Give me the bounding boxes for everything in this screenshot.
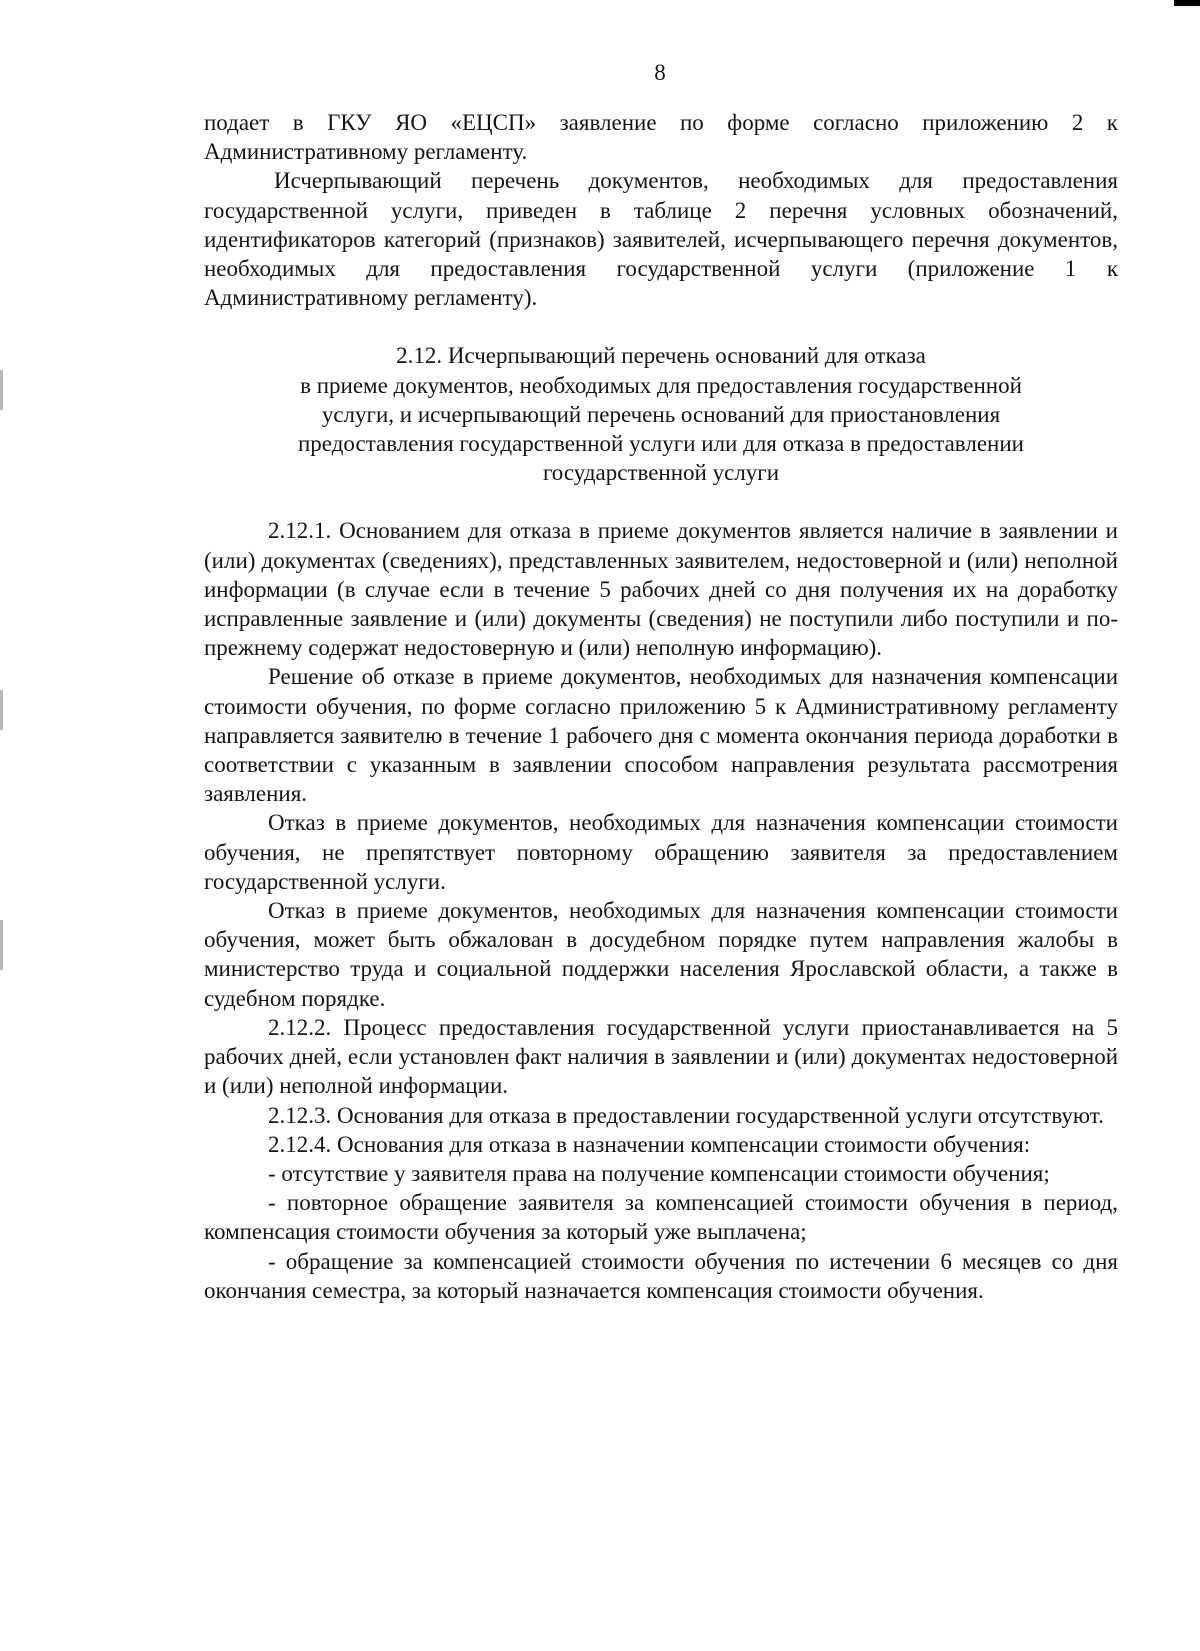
paragraph: 2.12.3. Основания для отказа в предоставлении государственной услуги отсутствуют. <box>268 1102 1104 1128</box>
heading-line: услуги, и исчерпывающий перечень оснований для приостановления <box>321 401 1001 427</box>
paragraph: Исчерпывающий перечень документов, необходимых для предоставления государственной услуги, приведен в таблице 2 перечня условных обозначений, идентификаторов категорий (признаков) заявителей, исчерпывающего перечня документов, необходимых для предоставления государственной услуги (приложение 1 к Административному регламенту). <box>204 168 1118 311</box>
paragraph: Отказ в приеме документов, необходимых для назначения компенсации стоимости обучения, не препятствует повторному обращению заявителя за предоставлением государственной услуги. <box>204 810 1118 894</box>
heading-line: государственной услуги <box>542 460 780 486</box>
document-body <box>204 108 1118 1305</box>
heading-line: 2.12. Исчерпывающий перечень оснований для отказа <box>396 343 926 369</box>
paragraph: 2.12.2. Процесс предоставления государственной услуги приостанавливается на 5 рабочих дней, если установлен факт наличия в заявлении и (или) документах недостоверной и (или) неполной информации. <box>204 1014 1118 1099</box>
heading-line: в приеме документов, необходимых для предоставления государственной <box>300 372 1022 398</box>
paragraph: 2.12.1. Основанием для отказа в приеме документов является наличие в заявлении и (или) документах (сведениях), представленных заявителем, недостоверной и (или) неполной информации (в случае если в течение 5 рабочих дней со дня получения их на доработку исправленные заявление и (или) документы (сведения) не поступили либо поступили и по-прежнему содержат недостоверную и (или) неполную информацию). <box>204 518 1118 661</box>
paragraph: Решение об отказе в приеме документов, необходимых для назначения компенсации стоимости обучения, по форме согласно приложению 5 к Административному регламенту направляется заявителю в течение 1 рабочего дня с момента окончания периода доработки в соответствии с указанным в заявлении способом направления результата рассмотрения заявления. <box>204 664 1118 807</box>
list-item: - отсутствие у заявителя права на получение компенсации стоимости обучения; <box>268 1160 1050 1186</box>
paragraph: Отказ в приеме документов, необходимых для назначения компенсации стоимости обучения, может быть обжалован в досудебном порядке путем направления жалобы в министерство труда и социальной поддержки населения Ярославской области, а также в судебном порядке. <box>204 898 1118 1011</box>
scan-edge-marks <box>0 0 6 1651</box>
section-heading <box>204 341 1118 487</box>
page-number: 8 <box>654 60 666 85</box>
scan-corner-mark <box>1174 0 1200 6</box>
list-item: - повторное обращение заявителя за компенсацией стоимости обучения в период, компенсация стоимости обучения за который уже выплачена; <box>204 1190 1118 1245</box>
paragraph: 2.12.4. Основания для отказа в назначении компенсации стоимости обучения: <box>268 1131 1031 1157</box>
heading-line: предоставления государственной услуги или для отказа в предоставлении <box>298 431 1024 457</box>
list-item: - обращение за компенсацией стоимости обучения по истечении 6 месяцев со дня окончания семестра, за который назначается компенсация стоимости обучения. <box>204 1248 1118 1303</box>
paragraph: подает в ГКУ ЯО «ЕЦСП» заявление по форме согласно приложению 2 к Административному регламенту. <box>204 110 1118 165</box>
